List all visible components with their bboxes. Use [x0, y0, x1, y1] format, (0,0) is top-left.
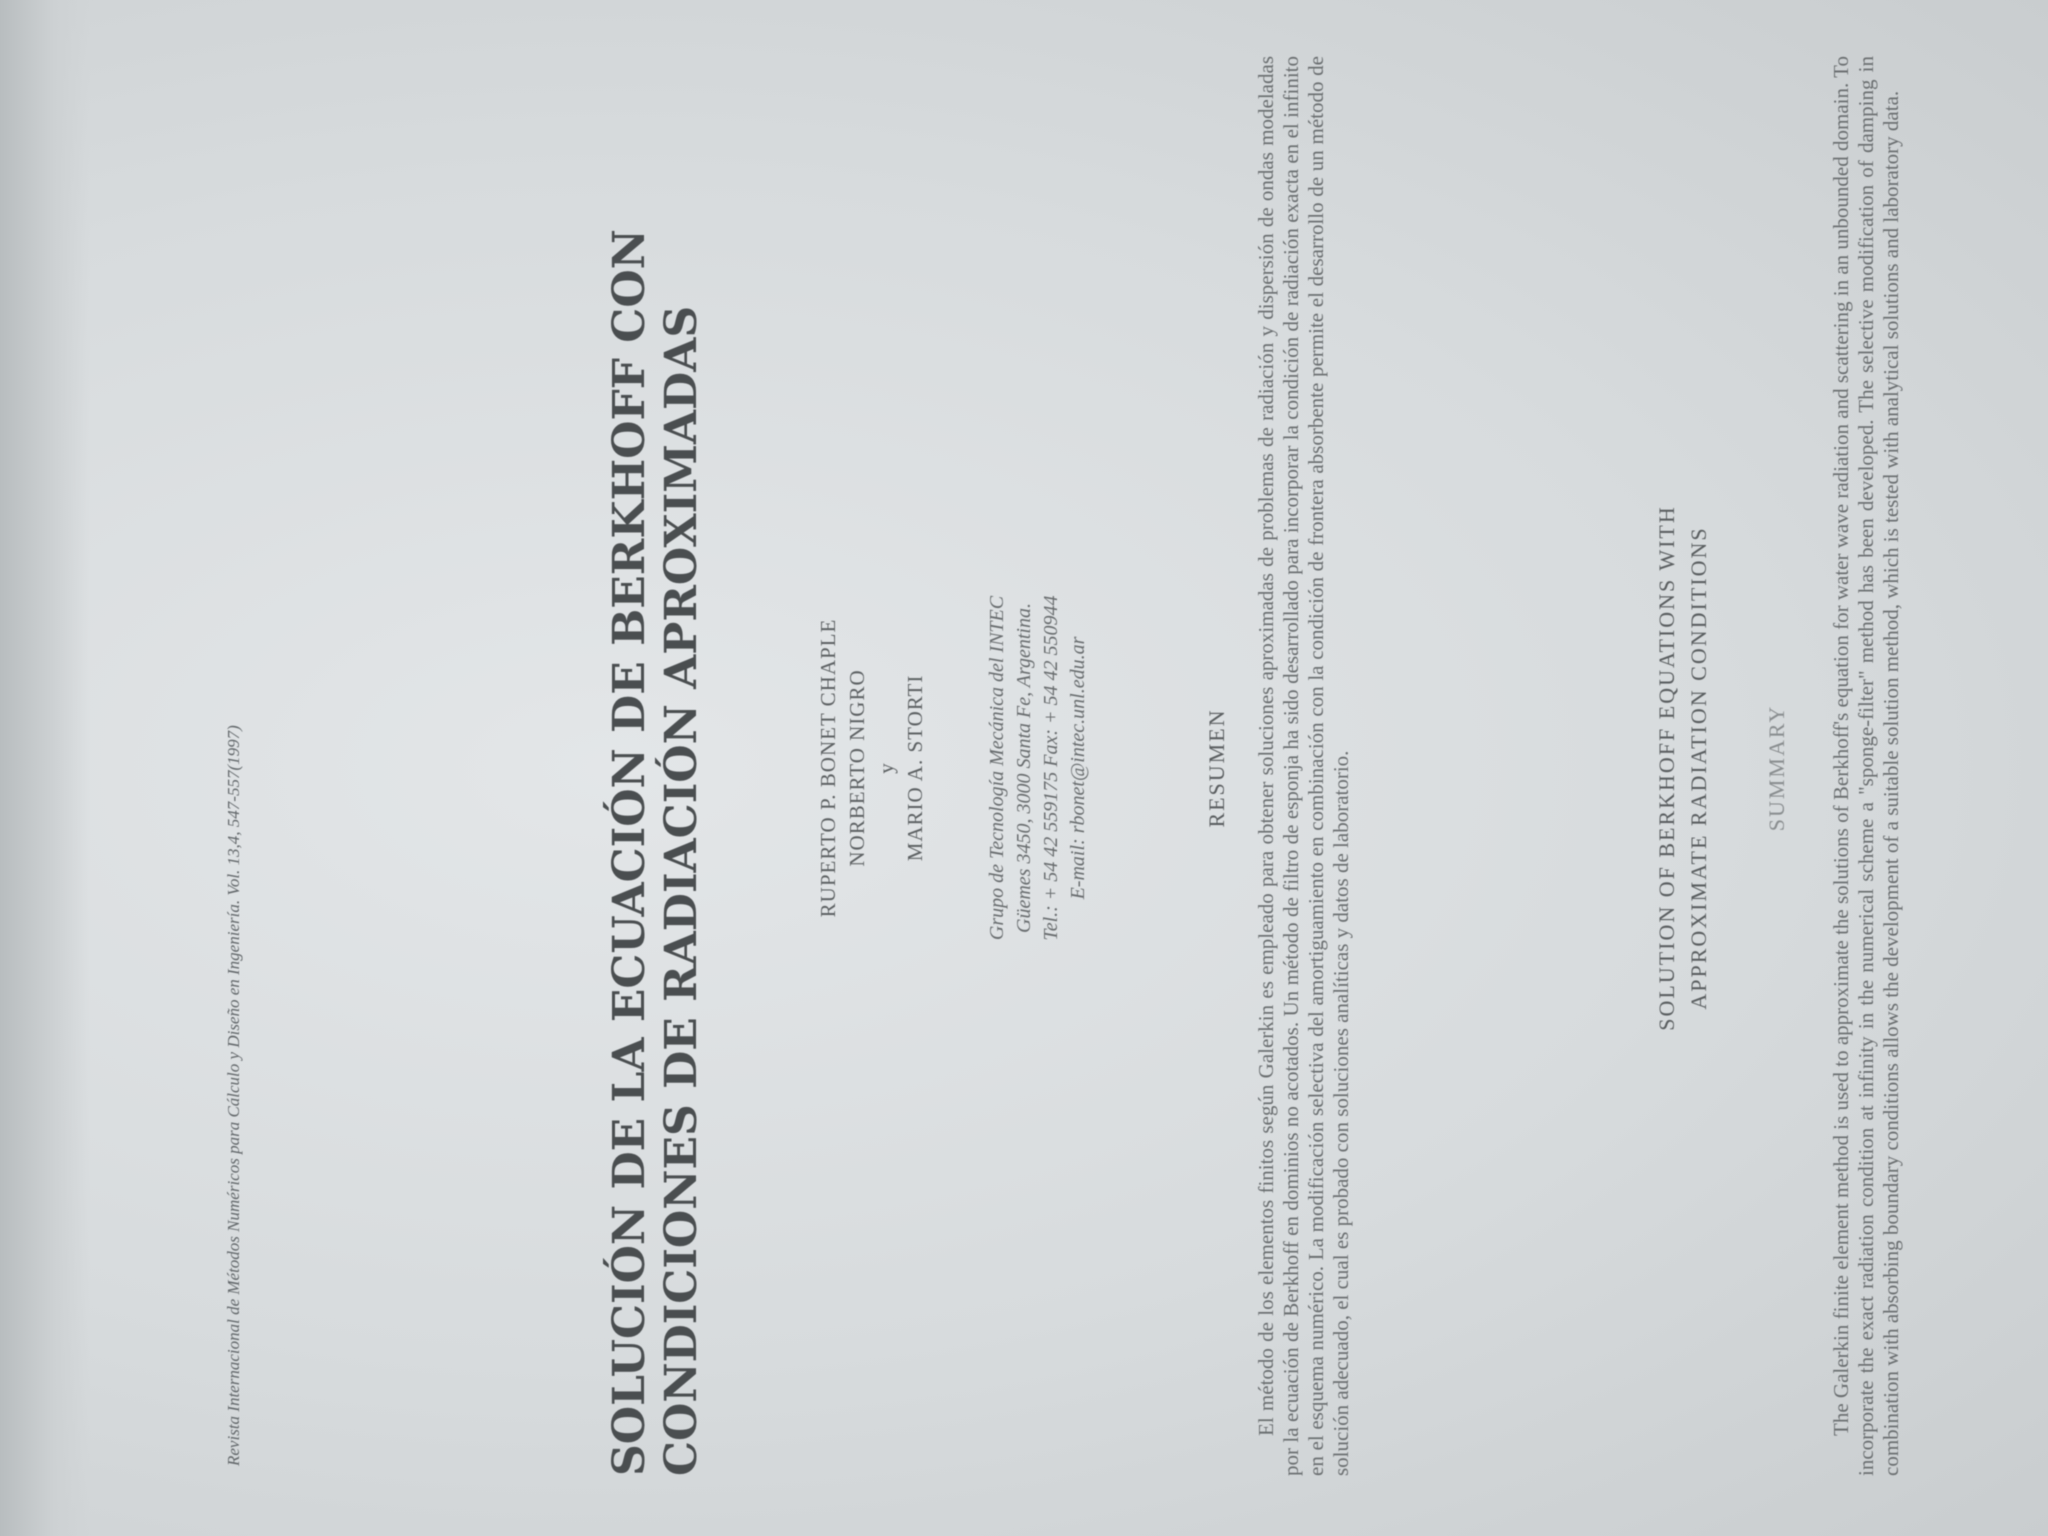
english-title-line-1: SOLUTION OF BERKHOFF EQUATIONS WITH [1654, 505, 1679, 1031]
title-line-1: SOLUCIÓN DE LA ECUACIÓN DE BERKHOFF CON [604, 229, 655, 1476]
affiliation-line: Tel.: + 54 42 559175 Fax: + 54 42 550944 [1040, 595, 1062, 941]
journal-citation: Revista Internacional de Métodos Numéricos para Cálculo y Diseño en Ingeniería. Vol. 13,4, 547-557(1997) [224, 725, 243, 1466]
affiliation-line: E-mail: rbonet@intec.unl.edu.ar [1067, 636, 1089, 900]
paper-page [124, 0, 2048, 1536]
title-line-2: CONDICIONES DE RADIACIÓN APROXIMADAS [656, 305, 707, 1476]
english-title-line-2: APPROXIMATE RADIATION CONDITIONS [1686, 526, 1711, 1010]
resumen-heading: RESUMEN [1204, 708, 1229, 828]
summary-paragraph: The Galerkin finite element method is used to approximate the solutions of Berkhoff's equation for water wave radiation and scattering in an unbounded domain. To incorporate the exact radiation condition at infinity in the numerical scheme a "sponge-filter" method has been developed. The selective modification of damping in combination with absorbing boundary conditions allows the development of a suitable solution method, which is tested with analytical solutions and laboratory data. [1829, 56, 1903, 1476]
desk-edge-shadow [0, 0, 90, 1536]
author-name: MARIO A. STORTI [903, 674, 927, 862]
summary-heading: SUMMARY [1764, 704, 1789, 832]
author-block [814, 0, 930, 1536]
author-name: RUPERTO P. BONET CHAPLE [816, 618, 840, 918]
affiliation-block [984, 0, 1092, 1536]
affiliation-line: Grupo de Tecnología Mecánica del INTEC [986, 595, 1008, 941]
affiliation-line: Güemes 3450, 3000 Santa Fe, Argentina. [1013, 603, 1035, 933]
author-connector: y [874, 762, 898, 774]
resumen-paragraph: El método de los elementos finitos según Galerkin es empleado para obtener soluciones aproximadas de problemas de radiación y dispersión de ondas modeladas por la ecuación de Berkhoff en dominios no acotados. Un método de filtro de esponja ha sido desarrollado para incorporar la condición de radiación exacta en el infinito en el esquema numérico. La modificación selectiva del amortiguamiento en combinación con la condición de frontera absorbente permite el desarrollo de un método de solución adecuado, el cual es probado con soluciones analíticas y datos de laboratorio. [1254, 56, 1353, 1476]
article-title [604, 56, 708, 1476]
author-name: NORBERTO NIGRO [845, 669, 869, 867]
